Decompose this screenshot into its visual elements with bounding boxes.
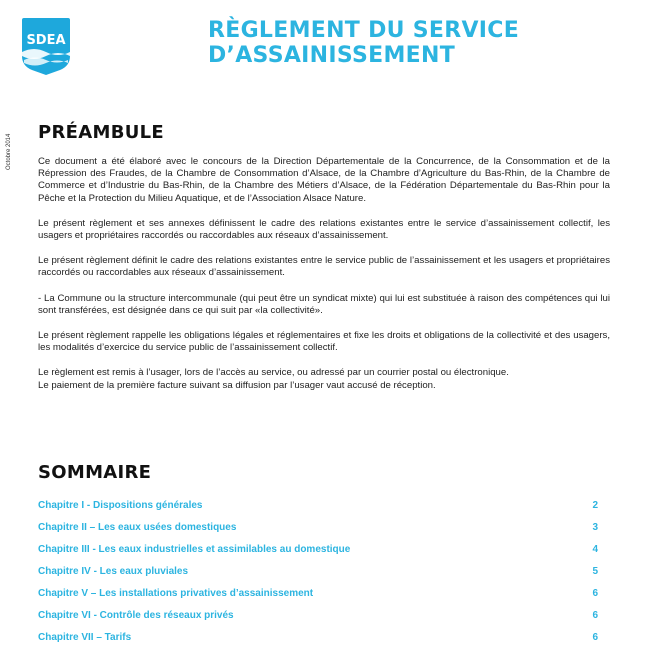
preamble-paragraph: Le présent règlement définit le cadre des relations existantes entre le service public de l’assainissement et les usagers et propriétaires raccordés ou raccordables aux réseaux d’assainissement. <box>38 255 610 279</box>
toc-item-label: Chapitre III - Les eaux industrielles et assimilables au domestique <box>38 543 351 555</box>
toc-item-label: Chapitre VI - Contrôle des réseaux privés <box>38 609 234 621</box>
preamble-heading: PRÉAMBULE <box>38 122 164 143</box>
toc-item-page: 6 <box>592 631 598 643</box>
preamble-paragraph: Le présent règlement rappelle les obligations légales et réglementaires et fixe les droits et obligations de la collectivité et des usagers, les modalités d’exercice du service public de l’assainissement collectif. <box>38 330 610 354</box>
toc-item-label: Chapitre II – Les eaux usées domestiques <box>38 521 237 533</box>
preamble-paragraph: Ce document a été élaboré avec le concours de la Direction Départementale de la Concurrence, de la Consommation et de la Répression des Fraudes, de la Chambre de Consommation d’Alsace, de la Chambre d’Agriculture du Bas-Rhin, de la Chambre de Commerce et d’Industrie du Bas-Rhin, de la Chambre des Métiers d’Alsace, de la Fédération Départementale du Bas-Rhin pour la Pêche et la Protection du Milieu Aquatique, et de l’Association Alsace Nature. <box>38 156 610 204</box>
toc-item-page: 5 <box>592 565 598 577</box>
page-title <box>208 18 519 68</box>
preamble-paragraph: Le règlement est remis à l’usager, lors de l’accès au service, ou adressé par un courrier postal ou électronique. <box>38 367 509 379</box>
toc-item-chapter-3[interactable] <box>38 538 598 560</box>
preamble-paragraph: - La Commune ou la structure intercommunale (qui peut être un syndicat mixte) qui lui est substituée à raison des compétences qui lui sont transférées, est désignée dans ce qui suit par «la collectivité». <box>38 292 610 316</box>
toc-item-page: 4 <box>592 543 598 555</box>
side-date <box>0 108 14 168</box>
table-of-contents <box>38 494 598 648</box>
toc-item-chapter-1[interactable] <box>38 494 598 516</box>
toc-item-chapter-7[interactable] <box>38 626 598 648</box>
preamble-body <box>38 156 610 392</box>
logo-text: SDEA <box>26 33 66 48</box>
toc-item-label: Chapitre I - Dispositions générales <box>38 499 203 511</box>
toc-item-chapter-5[interactable] <box>38 582 598 604</box>
toc-item-chapter-6[interactable] <box>38 604 598 626</box>
preamble-paragraph: Le paiement de la première facture suivant sa diffusion par l’usager vaut accusé de réception. <box>38 379 436 391</box>
toc-item-chapter-2[interactable] <box>38 516 598 538</box>
title-line-2: D’ASSAINISSEMENT <box>208 43 456 68</box>
toc-item-chapter-4[interactable] <box>38 560 598 582</box>
side-date-text: Octobre 2014 <box>6 133 12 170</box>
title-line-1: RÈGLEMENT DU SERVICE <box>208 18 520 43</box>
toc-item-label: Chapitre IV - Les eaux pluviales <box>38 565 189 577</box>
sdea-logo <box>20 16 72 76</box>
toc-item-label: Chapitre VII – Tarifs <box>38 631 132 643</box>
toc-item-page: 2 <box>592 499 598 511</box>
toc-item-page: 6 <box>592 609 598 621</box>
toc-item-page: 3 <box>592 521 598 533</box>
preamble-paragraph: Le présent règlement et ses annexes définissent le cadre des relations existantes entre le service d’assainissement collectif, les usagers et propriétaires raccordés ou raccordables aux réseaux d’assainissement. <box>38 217 610 242</box>
toc-item-label: Chapitre V – Les installations privatives d’assainissement <box>38 587 314 599</box>
toc-item-page: 6 <box>592 587 598 599</box>
sommaire-heading: SOMMAIRE <box>38 462 152 483</box>
